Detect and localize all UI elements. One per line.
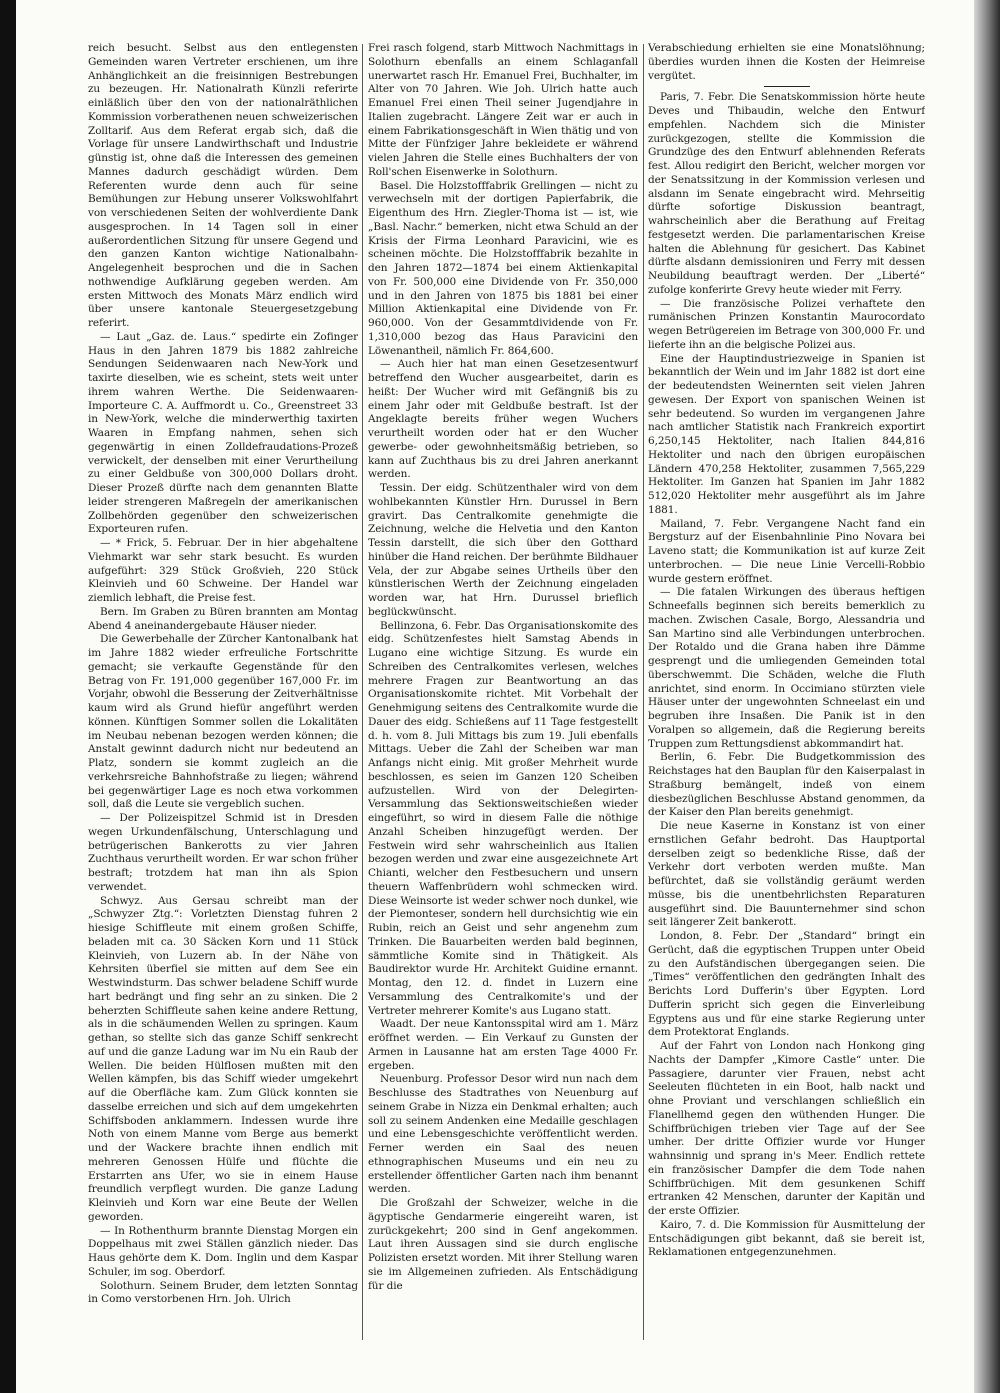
article-paragraph: Solothurn. Seinem Bruder, dem letzten Sonntag in Como verstorbenen Hrn. Joh. Ulrich [88, 1279, 358, 1306]
article-paragraph: — Die fatalen Wirkungen des überaus heftigen Schneefalls beginnen sich bereits bemerklich zu machen. Zwischen Casale, Borgo, Alessandria und San Martino sind alle Verbindungen unterbrochen. Der Rotaldo und die Grana haben ihre Dämme gesprengt und die umliegenden Gemeinden total überschwemmt. Die Schäden, welche die Fluth anrichtet, sind enorm. In Occimiano stürzten viele Häuser unter der ungewohnten Schneelast ein und begruben ihre Insaßen. Die Panik ist in den Voralpen so allgemein, daß die Regierung bereits Truppen zum Rettungsdienst abkommandirt hat. [648, 586, 925, 750]
column-2 [368, 42, 638, 1342]
article-paragraph: Frei rasch folgend, starb Mittwoch Nachmittags in Solothurn ebenfalls an einem Schlaganfall unerwartet rasch Hr. Emanuel Frei, Buchhalter, im Alter von 70 Jahren. Wie Joh. Ulrich hatte auch Emanuel Frei einen Theil seiner Jugendjahre in Italien zugebracht. Längere Zeit war er auch in einem Fabrikationsgeschäft in Wien thätig und von Mitte der Fünfziger Jahre bekleidete er während vielen Jahren die Stelle eines Buchhalters der von Roll'schen Eisenwerke in Solothurn. [368, 42, 638, 178]
article-paragraph: — Laut „Gaz. de. Laus.“ spedirte ein Zofinger Haus in den Jahren 1879 bis 1882 zahlreiche Sendungen Seidenwaaren nach New-York und taxirte dieselben, wie es scheint, stets weit unter ihrem wahren Werthe. Die Seidenwaaren-Importeure C. A. Auffmordt u. Co., Greenstreet 33 in New-York, welche die minderwerthig taxirten Waaren in Empfang nahmen, sehen sich gegenwärtig in einen Zolldefraudations-Prozeß verwickelt, der denselben mit einer Verurtheilung zu einer Geldbuße von 300,000 Dollars droht. Dieser Prozeß dürfte nach dem genannten Blatte leider strengeren Maßregeln der amerikanischen Zollbehörden gegenüber den schweizerischen Exporteuren rufen. [88, 330, 358, 536]
section-separator [764, 86, 810, 87]
article-paragraph: — Auch hier hat man einen Gesetzesentwurf betreffend den Wucher ausgearbeitet, darin es heißt: Der Wucher wird mit Gefängniß bis zu einem Jahr oder mit Geldbuße bestraft. Ist der Angeklagte bereits früher wegen Wuchers verurtheilt worden oder hat er den Wucher gewerbe- oder gewohnheitsmäßig betrieben, so kann auf Zuchthaus bis zu drei Jahren anerkannt werden. [368, 358, 638, 481]
article-paragraph: Auf der Fahrt von London nach Honkong ging Nachts der Dampfer „Kimore Castle“ unter. Die Passagiere, darunter vier Frauen, nebst acht Seeleuten flüchteten in ein Boot, halb nackt und ohne Proviant und verschlangen schließlich ein Flanellhemd gegen den wüthenden Hunger. Die Schiffbrüchigen trieben vier Tage auf der See umher. Der dritte Offizier wurde vor Hunger wahnsinnig und sprang in's Meer. Endlich rettete ein französischer Dampfer die dem Tode nahen Schiffbrüchigen. Mit dem gesunkenen Schiff ertranken 42 Menschen, darunter der Kapitän und der erste Offizier. [648, 1040, 925, 1217]
article-paragraph: Waadt. Der neue Kantonsspital wird am 1. März eröffnet werden. — Ein Verkauf zu Gunsten der Armen in Lausanne hat am ersten Tage 4000 Fr. ergeben. [368, 1018, 638, 1072]
article-paragraph: Berlin, 6. Febr. Die Budgetkommission des Reichstages hat den Bauplan für den Kaiserpalast in Straßburg bemängelt, indeß von einem diesbezüglichen Beschlusse Abstand genommen, da der Kaiser den Plan bereits genehmigt. [648, 751, 925, 819]
article-paragraph: Mailand, 7. Febr. Vergangene Nacht fand ein Bergsturz auf der Eisenbahnlinie Pino Novara bei Laveno statt; die Kommunikation ist auf kurze Zeit unterbrochen. — Die neue Linie Vercelli-Robbio wurde gestern eröffnet. [648, 517, 925, 585]
article-paragraph: Die neue Kaserne in Konstanz ist von einer ernstlichen Gefahr bedroht. Das Hauptportal derselben zeigt so bedenkliche Risse, daß der Verkehr dort verboten werden mußte. Man befürchtet, daß sie vollständig geräumt werden müsse, bis die unentbehrlichsten Reparaturen ausgeführt sind. Die Bauunternehmer sind schon seit längerer Zeit bankerott. [648, 820, 925, 929]
article-paragraph: Neuenburg. Professor Desor wird nun nach dem Beschlusse des Stadtrathes von Neuenburg auf seinem Grabe in Nizza ein Denkmal erhalten; auch soll zu seinem Andenken eine Medaille geschlagen und eine Lebensgeschichte veröffentlicht werden. Ferner werden ein Saal des neuen ethnographischen Museums und ein neu zu erstellender öffentlicher Garten nach ihm benannt werden. [368, 1073, 638, 1196]
column-rule [643, 44, 644, 1340]
column-rule [362, 44, 363, 1340]
column-1 [88, 42, 358, 1342]
column-3 [648, 42, 925, 1342]
article-paragraph: Tessin. Der eidg. Schützenthaler wird von dem wohlbekannten Künstler Hrn. Durussel in Bern gravirt. Das Centralkomite genehmigte die Zeichnung, welche die Helvetia und den Kanton Tessin darstellt, die sich über den Gotthard hinüber die Hand reichen. Der berühmte Bildhauer Vela, der zur Abgabe seines Urtheils über den künstlerischen Werth der Zeichnung eingeladen worden war, hat Hrn. Durussel brieflich beglückwünscht. [368, 482, 638, 618]
article-paragraph: Die Gewerbehalle der Zürcher Kantonalbank hat im Jahre 1882 wieder erfreuliche Fortschritte gemacht; sie verkaufte Gegenstände für den Betrag von Fr. 191,000 gegenüber 167,000 Fr. im Vorjahr, obwohl die Besserung der Zeitverhältnisse kaum wird als Grund hiefür angeführt werden können. Künftigen Sommer sollen die Lokalitäten im Neubau nebenan bezogen werden können; die Anstalt gewinnt dadurch nicht nur bedeutend an Platz, sondern sie kommt zugleich an die verkehrsreiche Bahnhofstraße zu liegen; während bei gegenwärtiger Lage es noch etwa vorkommen soll, daß die Leute sie vergeblich suchen. [88, 633, 358, 811]
article-paragraph: Schwyz. Aus Gersau schreibt man der „Schwyzer Ztg.“: Vorletzten Dienstag fuhren 2 hiesige Schiffleute mit einem großen Schiffe, beladen mit ca. 30 Säcken Korn und 11 Stück Kleinvieh, von Luzern ab. In der Nähe von Kehrsiten überfiel sie mitten auf dem See ein Westwindsturm. Das schwer beladene Schiff wurde hart bedrängt und fing sehr an zu sinken. Die 2 beherzten Schiffleute sahen keine andere Rettung, als in die schäumenden Wellen zu springen. Kaum gethan, so stellte sich das ganze Schiff senkrecht auf und die ganze Ladung war im Nu ein Raub der Wellen. Die beiden Hülflosen mußten mit den Wellen kämpfen, bis das Schiff wieder umgekehrt auf die Oberfläche kam. Zum Glück konnten sie dasselbe erreichen und sich auf dem umgekehrten Schiffsboden anklammern. Indessen wurde ihre Noth von einem Manne vom Berge aus bemerkt und der Wackere brachte ihnen endlich mit mehreren Genossen Hülfe und flüchte die Erstarrten ans Ufer, wo sie in einem Hause freundlich verpflegt wurden. Die ganze Ladung Kleinvieh und Korn war eine Beute der Wellen geworden. [88, 894, 358, 1223]
article-paragraph: Verabschiedung erhielten sie eine Monatslöhnung; überdies wurden ihnen die Kosten der Heimreise vergütet. [648, 42, 925, 82]
article-paragraph: reich besucht. Selbst aus den entlegensten Gemeinden waren Vertreter erschienen, um ihre Anhänglichkeit an die freisinnigen Bestrebungen zu bezeugen. Hr. Nationalrath Künzli referirte einläßlich über den von der nationalräthlichen Kommission vorberathenen neuen schweizerischen Zolltarif. Aus dem Referat ergab sich, daß die Vorlage für unsere Landwirthschaft und Industrie günstig ist, ohne daß die Interessen des gemeinen Mannes dadurch geschädigt würden. Dem Referenten wurde denn auch für seine Bemühungen zur Hebung unserer Volkswohlfahrt von verschiedenen Seiten der wohlverdiente Dank ausgesprochen. In 14 Tagen soll in einer außerordentlichen Sitzung für unsere Gegend und den ganzen Kanton wichtige Nationalbahn-Angelegenheit besprochen und die in Sachen nothwendige Aufklärung gegeben werden. Am ersten Mittwoch des Monats März endlich wird über unsere kantonale Steuergesetzgebung referirt. [88, 42, 358, 329]
article-paragraph: Eine der Hauptindustriezweige in Spanien ist bekanntlich der Wein und im Jahr 1882 ist dort eine der bedeutendsten Weinernten seit vielen Jahren gewesen. Der Export von spanischen Weinen ist sehr bedeutend. So wurden im vergangenen Jahre nach amtlicher Statistik nach Frankreich exportirt 6,250,145 Hektoliter, nach Italien 844,816 Hektoliter und nach den übrigen europäischen Ländern 470,258 Hektoliter, zusammen 7,565,229 Hektoliter. Im Ganzen hat Spanien im Jahr 1882 512,020 Hektoliter mehr ausgeführt als im Jahre 1881. [648, 352, 925, 516]
article-paragraph: Die Großzahl der Schweizer, welche in die ägyptische Gendarmerie eingereiht waren, ist zurückgekehrt; 200 sind in Genf angekommen. Laut ihren Aussagen sind sie durch englische Polizisten ersetzt worden. Mit ihrer Stellung waren sie im Allgemeinen zufrieden. Als Entschädigung für die [368, 1197, 638, 1292]
article-paragraph: Kairo, 7. d. Die Kommission für Ausmittelung der Entschädigungen gibt bekannt, daß sie bereit ist, Reklamationen entgegenzunehmen. [648, 1218, 925, 1259]
scan-right-edge [974, 0, 1000, 1393]
article-paragraph: — In Rothenthurm brannte Dienstag Morgen ein Doppelhaus mit zwei Ställen gänzlich nieder. Das Haus gehörte dem K. Dom. Inglin und dem Kaspar Schuler, im sog. Oberdorf. [88, 1224, 358, 1278]
article-paragraph: Bellinzona, 6. Febr. Das Organisationskomite des eidg. Schützenfestes hielt Samstag Abends in Lugano eine wichtige Sitzung. Es wurde ein Schreiben des Centralkomites verlesen, welches mehrere Fragen zur Beantwortung an das Organisationskomite richtet. Mit Vorbehalt der Genehmigung seitens des Centralkomite wurde die Dauer des eidg. Schießens auf 11 Tage festgestellt d. h. vom 8. Juli Mittags bis zum 19. Juli ebenfalls Mittags. Ueber die Zahl der Scheiben war man Anfangs nicht einig. Mit großer Mehrheit wurde beschlossen, es seien im Ganzen 120 Scheiben aufzustellen. Wird von der Delegirten-Versammlung das Sektionsweitschießen wieder eingeführt, so wird in diesem Falle die nöthige Anzahl Scheiben hinzugefügt werden. Der Festwein wird sehr wahrscheinlich aus Italien bezogen werden und zwar eine ausgezeichnete Art Chianti, welcher den Festbesuchern und unsern theuern Waffenbrüdern wohl schmecken wird. Diese Weinsorte ist weder schwer noch dunkel, wie der Piemonteser, sondern hell durchsichtig wie ein Rubin, reich an Geist und sehr angenehm zum Trinken. Die Bauarbeiten werden bald beginnen, sämmtliche Komite sind in Thätigkeit. Als Baudirektor wurde Hr. Architekt Guidine ernannt. Montag, den 12. d. findet in Luzern eine Versammlung des Centralkomite's und der Vertreter mehrerer Komite's aus Lugano statt. [368, 619, 638, 1017]
article-paragraph: — Die französische Polizei verhaftete den rumänischen Prinzen Konstantin Maurocordato wegen Betrügereien im Betrage von 300,000 Fr. und lieferte ihn an die belgische Polizei aus. [648, 297, 925, 351]
article-paragraph: Basel. Die Holzstofffabrik Grellingen — nicht zu verwechseln mit der dortigen Papierfabrik, die Eigenthum des Hrn. Ziegler-Thoma ist — ist, wie „Basl. Nachr.“ bemerken, nicht etwa Schuld an der Krisis der Firma Leonhard Paravicini, wie es scheinen möchte. Die Holzstofffabrik bezahlte in den Jahren 1872—1874 bei einem Aktienkapital von Fr. 500,000 eine Dividende von Fr. 350,000 und in den Jahren von 1875 bis 1881 bei einer Million Aktienkapital eine Dividende von Fr. 960,000. Von der Gesammtdividende von Fr. 1,310,000 bezog das Haus Paravicini den Löwenantheil, nämlich Fr. 864,600. [368, 179, 638, 357]
scan-left-edge [0, 0, 16, 1393]
article-paragraph: — Der Polizeispitzel Schmid ist in Dresden wegen Urkundenfälschung, Unterschlagung und betrügerischen Bankerotts zu vier Jahren Zuchthaus verurtheilt worden. Er war schon früher bestraft; trotzdem hat man ihn als Spion verwendet. [88, 812, 358, 893]
article-paragraph: Paris, 7. Febr. Die Senatskommission hörte heute Deves und Thibaudin, welche den Entwurf empfehlen. Nachdem sich die Minister zurückgezogen, stellte die Kommission die Grundzüge des den Entwurf ablehnenden Referats fest. Allou redigirt den Bericht, welcher morgen vor der Senatssitzung in der Kommission verlesen und alsdann im Senate eingebracht wird. Mehrseitig dürfte sofortige Diskussion beantragt, wahrscheinlich aber die Berathung auf Freitag festgesetzt werden. Die parlamentarischen Kreise halten die Ablehnung für gesichert. Das Kabinet dürfte alsdann demissioniren und Ferry mit dessen Neubildung beauftragt werden. Der „Liberté“ zufolge konferirte Grevy heute wieder mit Ferry. [648, 91, 925, 296]
article-paragraph: — * Frick, 5. Februar. Der in hier abgehaltene Viehmarkt war sehr stark besucht. Es wurden aufgeführt: 329 Stück Großvieh, 220 Stück Kleinvieh und 60 Schweine. Der Handel war ziemlich lebhaft, die Preise fest. [88, 537, 358, 604]
article-paragraph: Bern. Im Graben zu Büren brannten am Montag Abend 4 aneinandergebaute Häuser nieder. [88, 605, 358, 632]
article-paragraph: London, 8. Febr. Der „Standard“ bringt ein Gerücht, daß die egyptischen Truppen unter Obeid zu den Aufständischen übergegangen seien. Die „Times“ veröffentlichen den gedrängten Inhalt des Berichts Lord Dufferin's über Egypten. Lord Dufferin spricht sich gegen die Einverleibung Egyptens aus und für eine starke Regierung unter dem Protektorat Englands. [648, 930, 925, 1039]
